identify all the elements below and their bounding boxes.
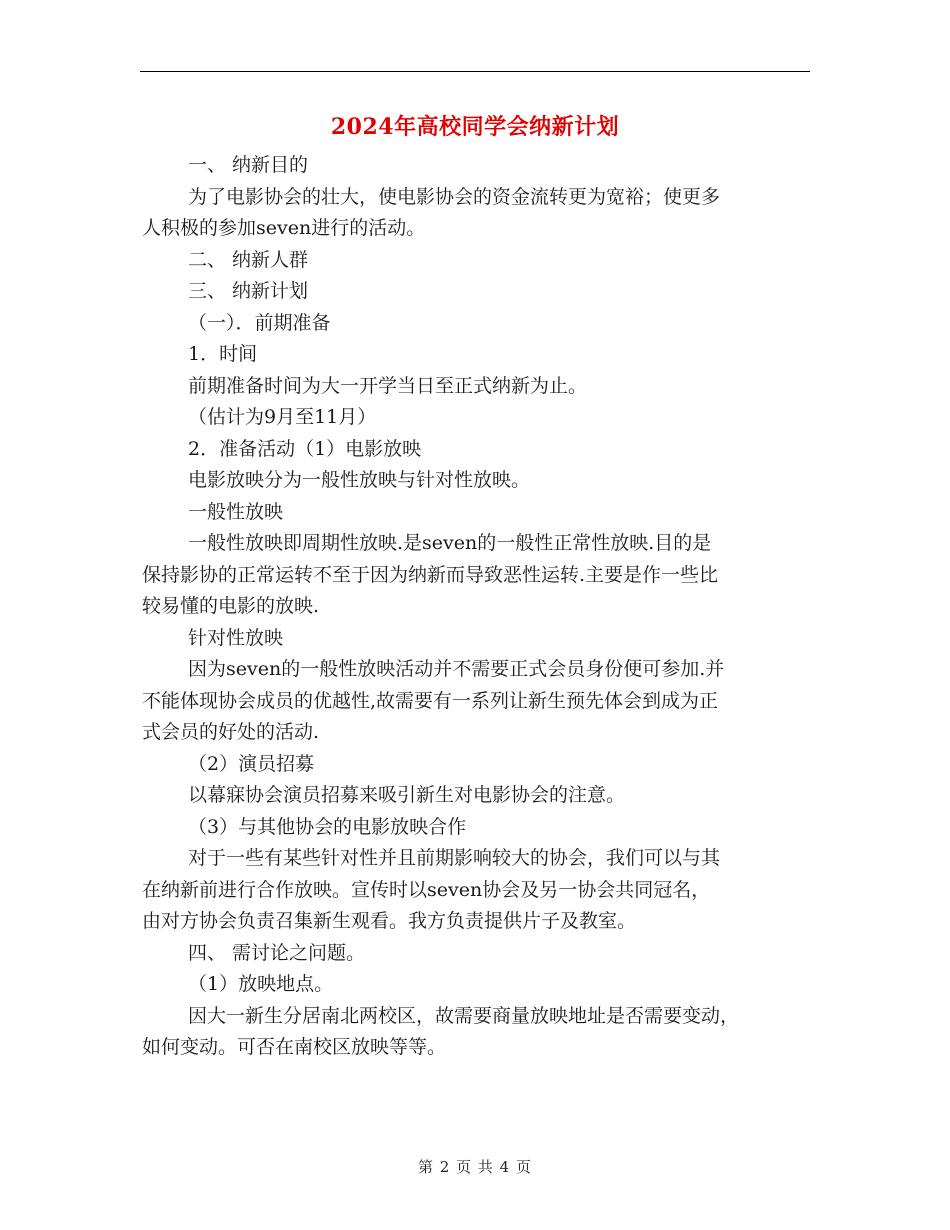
paragraph-line: （一）．前期准备: [188, 311, 331, 334]
paragraph-line: 二、 纳新人群: [188, 248, 309, 271]
paragraph-line: 一般性放映即周期性放映.是seven的一般性正常性放映.目的是: [188, 532, 712, 554]
paragraph-line: 电影放映分为一般性放映与针对性放映。: [188, 469, 531, 491]
paragraph-line: 四、 需讨论之问题。: [188, 941, 366, 964]
paragraph-line: 不能体现协会成员的优越性,故需要有一系列让新生预先体会到成为正: [142, 689, 719, 712]
header-rule: [140, 71, 810, 72]
paragraph-line: 针对性放映: [188, 626, 284, 649]
paragraph-line: 较易懂的电影的放映.: [142, 595, 320, 617]
paragraph-line: 一般性放映: [188, 500, 284, 523]
document-title: 2024年高校同学会纳新计划: [330, 114, 620, 140]
paragraph-line: 2．准备活动（1）电影放映: [188, 437, 422, 460]
paragraph-line: 式会员的好处的活动.: [142, 721, 320, 743]
paragraph-line: （2）演员招募: [188, 752, 315, 775]
paragraph-line: 由对方协会负责召集新生观看。我方负责提供片子及教室。: [142, 910, 637, 932]
paragraph-line: （估计为9月至11月）: [188, 406, 377, 428]
paragraph-line: 三、 纳新计划: [188, 280, 309, 302]
paragraph-line: 为了电影协会的壮大，使电影协会的资金流转更为宽裕；使更多: [188, 185, 721, 208]
paragraph-line: 在纳新前进行合作放映。宣传时以seven协会及另一协会共同冠名，: [142, 878, 711, 901]
page-footer: 第 2 页 共 4 页: [418, 1158, 532, 1176]
paragraph-line: 人积极的参加seven进行的活动。: [142, 217, 426, 239]
paragraph-line: （3）与其他协会的电影放映合作: [188, 815, 467, 838]
paragraph-line: 以幕寐协会演员招募来吸引新生对电影协会的注意。: [188, 784, 626, 806]
paragraph-line: （1）放映地点。: [188, 973, 334, 995]
paragraph-line: 因大一新生分居南北两校区，故需要商量放映地址是否需要变动，: [188, 1004, 740, 1027]
paragraph-line: 1．时间: [188, 343, 258, 365]
paragraph-line: 对于一些有某些针对性并且前期影响较大的协会，我们可以与其: [188, 847, 721, 869]
paragraph-line: 保持影协的正常运转不至于因为纳新而导致恶性运转.主要是作一些比: [142, 563, 719, 586]
paragraph-line: 因为seven的一般性放映活动并不需要正式会员身份便可参加.并: [188, 658, 725, 680]
paragraph-line: 一、 纳新目的: [188, 154, 309, 176]
document-body: [142, 150, 812, 1064]
paragraph-line: 前期准备时间为大一开学当日至正式纳新为止。: [188, 374, 588, 397]
paragraph-line: 如何变动。可否在南校区放映等等。: [142, 1036, 447, 1058]
